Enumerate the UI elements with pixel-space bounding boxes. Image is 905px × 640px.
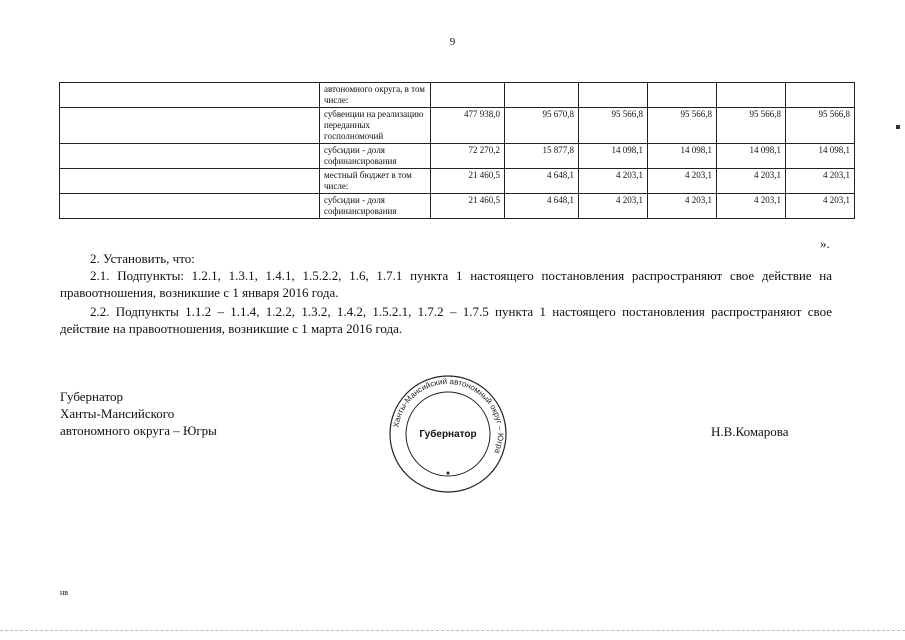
table-cell-value: 14 098,1: [786, 144, 855, 169]
signatory-line-3: автономного округа – Югры: [60, 423, 217, 438]
table-row-label: субвенции на реализацию переданных госполномочий: [320, 108, 431, 144]
footer-mark: нв: [60, 588, 69, 597]
table-cell-value: 4 203,1: [648, 194, 717, 219]
table-cell-empty: [60, 108, 320, 144]
table-cell-empty: [60, 83, 320, 108]
seal-center-text: Губернатор: [419, 429, 477, 440]
table-cell-value: [648, 83, 717, 108]
seal-ring-text: Ханты-Мансийский автономный округ – Югра: [391, 376, 506, 455]
table-cell-value: 14 098,1: [648, 144, 717, 169]
table-cell-value: 477 938,0: [431, 108, 505, 144]
bottom-rule: [0, 630, 905, 631]
budget-table: [59, 82, 855, 219]
table-cell-empty: [60, 194, 320, 219]
paragraph-2-2: 2.2. Подпункты 1.1.2 – 1.1.4, 1.2.2, 1.3.2, 1.4.2, 1.5.2.1, 1.7.2 – 1.7.5 пункта 1 настоящего постановления распространяют свое действие на правоотношения, возникшие с 1 марта 2016 года.: [60, 304, 832, 336]
table-cell-value: 72 270,2: [431, 144, 505, 169]
table-cell-value: 4 648,1: [505, 169, 579, 194]
signatory-title: [60, 388, 217, 439]
table-row: [60, 169, 855, 194]
table-cell-value: 95 670,8: [505, 108, 579, 144]
table-cell-value: [505, 83, 579, 108]
table-cell-value: 95 566,8: [648, 108, 717, 144]
table-cell-value: 14 098,1: [579, 144, 648, 169]
table-cell-value: [579, 83, 648, 108]
table-cell-value: 4 648,1: [505, 194, 579, 219]
table-cell-value: 4 203,1: [717, 194, 786, 219]
table-cell-value: 4 203,1: [579, 169, 648, 194]
table-row: [60, 144, 855, 169]
table-cell-value: [431, 83, 505, 108]
table-cell-value: [717, 83, 786, 108]
table-cell-empty: [60, 169, 320, 194]
table-cell-value: 4 203,1: [717, 169, 786, 194]
table-cell-value: 4 203,1: [786, 194, 855, 219]
table-cell-value: [786, 83, 855, 108]
official-seal: [384, 374, 512, 494]
quote-end: ».: [820, 236, 830, 251]
table-row: [60, 108, 855, 144]
table-cell-value: 95 566,8: [786, 108, 855, 144]
table-cell-value: 14 098,1: [717, 144, 786, 169]
table-cell-value: 21 460,5: [431, 194, 505, 219]
table-row-label: субсидии - доля софинансирования: [320, 144, 431, 169]
signatory-line-1: Губернатор: [60, 389, 123, 404]
table-row-label: субсидии - доля софинансирования: [320, 194, 431, 219]
paragraph-2-1: 2.1. Подпункты: 1.2.1, 1.3.1, 1.4.1, 1.5.2.2, 1.6, 1.7.1 пункта 1 настоящего постановления распространяют свое действие на правоотношения, возникшие с 1 января 2016 года.: [60, 268, 832, 300]
seal-star-icon: [447, 472, 450, 475]
signatory-line-2: Ханты-Мансийского: [60, 406, 175, 421]
table-cell-value: 4 203,1: [786, 169, 855, 194]
table-cell-value: 95 566,8: [579, 108, 648, 144]
table-cell-value: 21 460,5: [431, 169, 505, 194]
edge-mark: [896, 125, 900, 129]
table-row: [60, 194, 855, 219]
table-row-label: автономного округа, в том числе:: [320, 83, 431, 108]
table-cell-value: 95 566,8: [717, 108, 786, 144]
signatory-name: Н.В.Комарова: [711, 424, 789, 439]
page-number: 9: [449, 36, 456, 48]
table-cell-value: 4 203,1: [648, 169, 717, 194]
table-cell-value: 15 877,8: [505, 144, 579, 169]
table-row: [60, 83, 855, 108]
paragraph-2: 2. Установить, что:: [90, 251, 195, 266]
table-row-label: местный бюджет в том числе:: [320, 169, 431, 194]
table-cell-value: 4 203,1: [579, 194, 648, 219]
table-cell-empty: [60, 144, 320, 169]
